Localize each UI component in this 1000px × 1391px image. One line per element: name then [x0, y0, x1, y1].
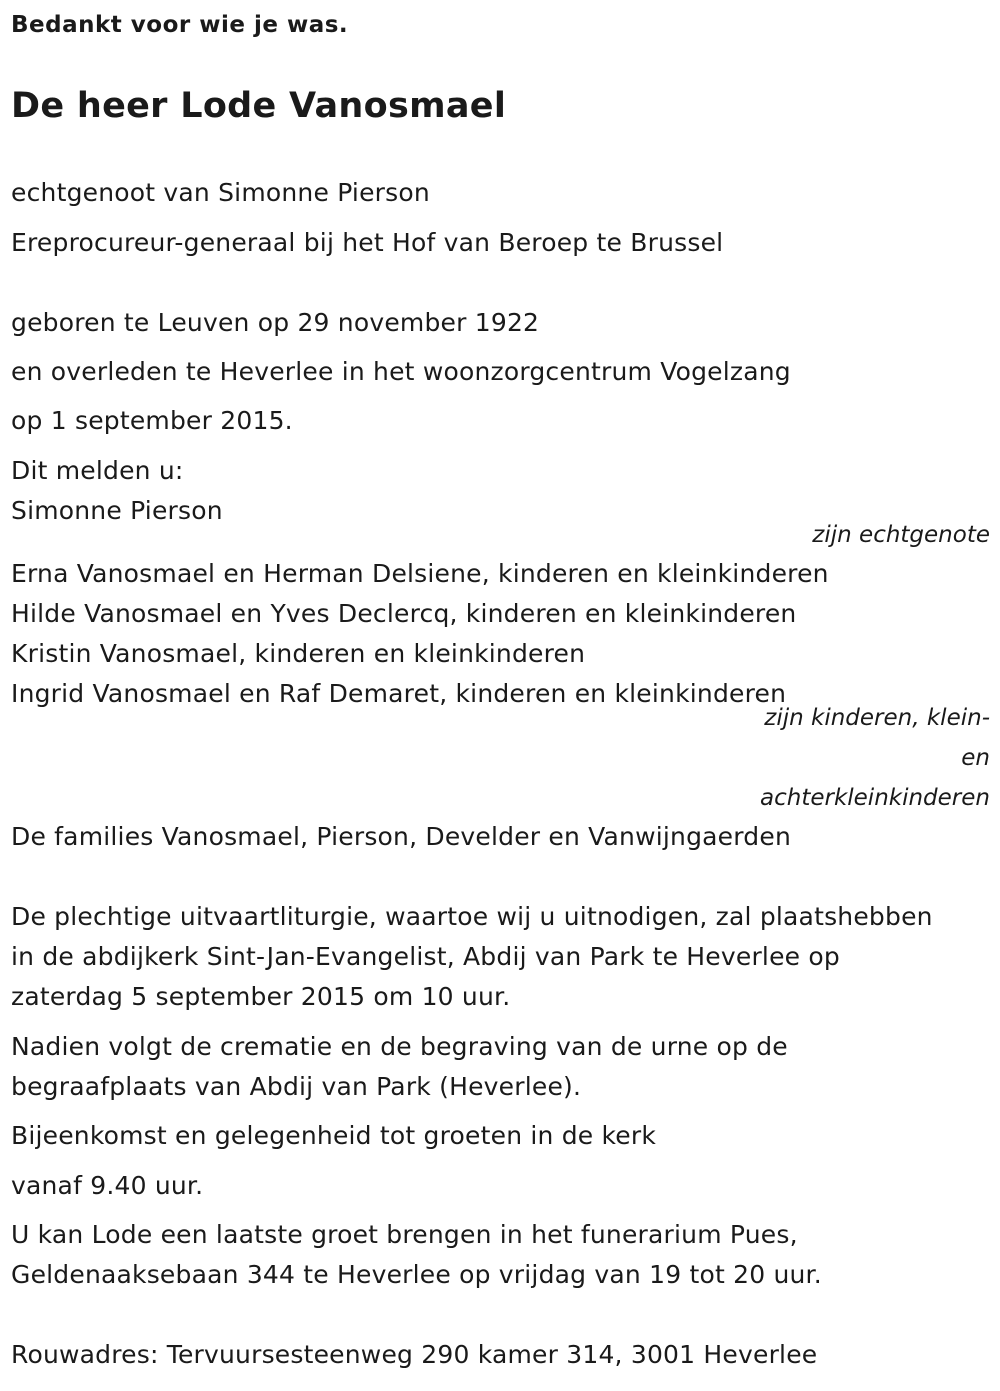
visitation-line: U kan Lode een laatste groet brengen in het funerarium Pues,: [11, 1220, 798, 1249]
mourning-address: Rouwadres: Tervuursesteenweg 290 kamer 314, 3001 Heverlee: [11, 1340, 818, 1369]
funeral-line: De plechtige uitvaartliturgie, waartoe wij u uitnodigen, zal plaatshebben: [11, 902, 933, 931]
children-role-line: zijn kinderen, klein-: [764, 705, 990, 731]
gathering-line-2: vanaf 9.40 uur.: [11, 1171, 204, 1200]
birth-line: geboren te Leuven op 29 november 1922: [11, 308, 540, 337]
cremation-line: Nadien volgt de crematie en de begraving van de urne op de: [11, 1032, 788, 1061]
child-line: Erna Vanosmael en Herman Delsiene, kinderen en kleinkinderen: [11, 559, 829, 588]
deceased-name: De heer Lode Vanosmael: [11, 86, 507, 126]
announce-intro: Dit melden u:: [11, 456, 184, 485]
funeral-line: zaterdag 5 september 2015 om 10 uur.: [11, 982, 511, 1011]
death-line-2: op 1 september 2015.: [11, 406, 293, 435]
gathering-line-1: Bijeenkomst en gelegenheid tot groeten in de kerk: [11, 1121, 657, 1150]
cremation-line: begraafplaats van Abdij van Park (Heverlee).: [11, 1072, 582, 1101]
death-line-1: en overleden te Heverlee in het woonzorgcentrum Vogelzang: [11, 357, 791, 386]
visitation-line: Geldenaaksebaan 344 te Heverlee op vrijdag van 19 tot 20 uur.: [11, 1260, 822, 1289]
families-line: De families Vanosmael, Pierson, Develder en Vanwijngaerden: [11, 822, 791, 851]
tagline: Bedankt voor wie je was.: [11, 12, 349, 38]
child-line: Hilde Vanosmael en Yves Declercq, kinderen en kleinkinderen: [11, 599, 797, 628]
spouse-role: zijn echtgenote: [812, 522, 990, 548]
child-line: Kristin Vanosmael, kinderen en kleinkinderen: [11, 639, 586, 668]
children-role-line: achterkleinkinderen: [760, 785, 990, 811]
child-line: Ingrid Vanosmael en Raf Demaret, kinderen en kleinkinderen: [11, 679, 787, 708]
title-line: Ereprocureur-generaal bij het Hof van Beroep te Brussel: [11, 228, 724, 257]
announce-spouse: Simonne Pierson: [11, 496, 223, 525]
funeral-line: in de abdijkerk Sint-Jan-Evangelist, Abdij van Park te Heverlee op: [11, 942, 840, 971]
children-role-line: en: [961, 745, 990, 771]
spouse-line: echtgenoot van Simonne Pierson: [11, 178, 430, 207]
